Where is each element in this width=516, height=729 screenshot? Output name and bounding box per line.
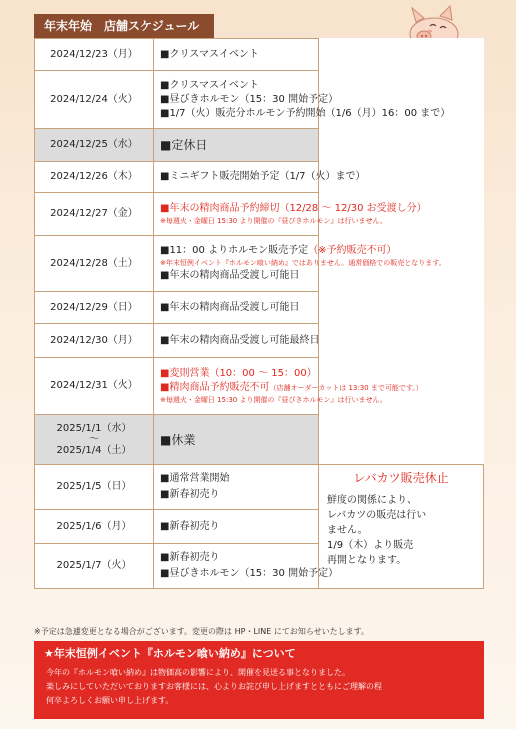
event-line-text: ■精肉商品予約販売不可 <box>160 381 270 393</box>
event-text-line: 何卒よろしくお願い申し上げます。 <box>46 696 174 705</box>
schedule-row <box>35 465 484 510</box>
notice-body <box>327 493 475 568</box>
event-line: ■年末の精肉商品受渡し可能日 <box>160 270 300 281</box>
schedule-row <box>35 236 484 292</box>
row-events <box>154 292 319 324</box>
notice-line: 鮮度の関係により、 <box>327 495 417 506</box>
row-events <box>154 236 446 292</box>
event-line: ■クリスマスイベント <box>160 79 259 91</box>
schedule-row <box>35 71 484 129</box>
schedule-row-holiday <box>35 415 484 465</box>
row-date: 2024/12/23（月） <box>35 39 154 71</box>
row-events <box>154 193 427 236</box>
notice-line: レバカツの販売は行い <box>327 510 427 521</box>
schedule-row <box>35 358 484 415</box>
event-line: ■クリスマスイベント <box>160 48 259 60</box>
row-date: 2024/12/29（日） <box>35 292 154 324</box>
row-date: 2025/1/6（月） <box>35 510 154 544</box>
event-line: ■昼びきホルモン（15：30 開始予定） <box>160 93 339 105</box>
row-date: 2025/1/7（火） <box>35 544 154 589</box>
row-events <box>154 415 319 465</box>
event-line: ■変則営業（10：00 ～ 15：00） <box>160 367 317 379</box>
row-events <box>154 129 319 162</box>
row-date: 2024/12/27（金） <box>35 193 154 236</box>
date-range-separator: ～ <box>89 433 99 445</box>
schedule-row <box>35 39 484 71</box>
row-events <box>154 324 319 358</box>
closed-day-label: ■休業 <box>160 432 196 447</box>
event-note: ※年末恒例イベント『ホルモン喰い納め』ではありません。通常価格での販売となります。 <box>160 259 446 267</box>
row-events <box>154 39 319 71</box>
notice-line: ません。 <box>327 525 368 536</box>
event-line: ■通常営業開始 <box>160 473 230 484</box>
event-line: ■年末の精肉商品予約締切（12/28 ～ 12/30 お受渡し分） <box>160 202 427 214</box>
levakatsu-notice <box>319 465 484 589</box>
schedule-row <box>35 162 484 193</box>
event-line: ■1/7（火）販売分ホルモン予約開始（1/6（月）16：00 まで） <box>160 107 451 119</box>
event-note: ※毎週火・金曜日 15:30 より開催の『昼びきホルモン』は行いません。 <box>160 395 387 404</box>
row-events <box>154 465 319 510</box>
date-to: 2025/1/4（土） <box>56 444 132 456</box>
row-date: 2024/12/28（土） <box>35 236 154 292</box>
notice-line: 再開となります。 <box>327 555 407 566</box>
event-line: ■新春初売り <box>160 489 220 500</box>
row-date: 2024/12/26（木） <box>35 162 154 193</box>
row-date: 2025/1/5（日） <box>35 465 154 510</box>
event-line <box>160 381 423 395</box>
row-date: 2024/12/30（月） <box>35 324 154 358</box>
event-line-text: ■11：00 よりホルモン販売予定 <box>160 245 309 256</box>
schedule-row <box>35 324 484 358</box>
event-line: ■ミニギフト販売開始予定（1/7（火）まで） <box>160 171 366 182</box>
schedule-row <box>35 292 484 324</box>
event-text-line: 今年の『ホルモン喰い納め』は物価高の影響により、開催を見送る事となりました。 <box>46 668 350 677</box>
event-text-line: 楽しみにしていただいておりますお客様には、心よりお詫び申し上げますとともにご理解の程 <box>46 682 382 691</box>
row-events <box>154 510 319 544</box>
row-date-range <box>35 415 154 465</box>
row-events <box>154 544 339 589</box>
schedule-row <box>35 193 484 236</box>
row-date: 2024/12/31（火） <box>35 358 154 415</box>
event-line-note: （店舗オーダーカットは 13:30 まで可能です。） <box>269 383 423 392</box>
event-note: ※毎週火・金曜日 15:30 より開催の『昼びきホルモン』は行いません。 <box>160 216 387 225</box>
event-line: ■年末の精肉商品受渡し可能日 <box>160 301 300 313</box>
row-date: 2024/12/25（水） <box>35 129 154 162</box>
row-events <box>154 358 423 415</box>
event-line: ■昼びきホルモン（15：30 開始予定） <box>160 568 339 579</box>
change-footnote: ※予定は急遽変更となる場合がございます。変更の際は HP・LINE にてお知らせいたします。 <box>34 627 369 636</box>
event-line: ■新春初売り <box>160 520 220 532</box>
schedule-table <box>34 38 484 589</box>
event-line: ■年末の精肉商品受渡し可能最終日 <box>160 334 320 346</box>
event-line: ■新春初売り <box>160 552 220 563</box>
row-events <box>154 71 451 129</box>
closed-day-label: ■定休日 <box>160 138 208 152</box>
event-announcement <box>34 641 484 719</box>
notice-line: 1/9（木）より販売 <box>327 540 414 551</box>
page-title: 年末年始 店舗スケジュール <box>34 14 214 38</box>
date-from: 2025/1/1（水） <box>56 422 132 434</box>
event-line <box>160 244 397 258</box>
event-title: ★年末恒例イベント『ホルモン喰い納め』について <box>44 647 296 660</box>
notice-title: レバカツ販売休止 <box>353 471 449 485</box>
schedule-row-holiday <box>35 129 484 162</box>
row-events <box>154 162 366 193</box>
row-date: 2024/12/24（火） <box>35 71 154 129</box>
event-line-warning: （※予約販売不可） <box>308 245 397 256</box>
